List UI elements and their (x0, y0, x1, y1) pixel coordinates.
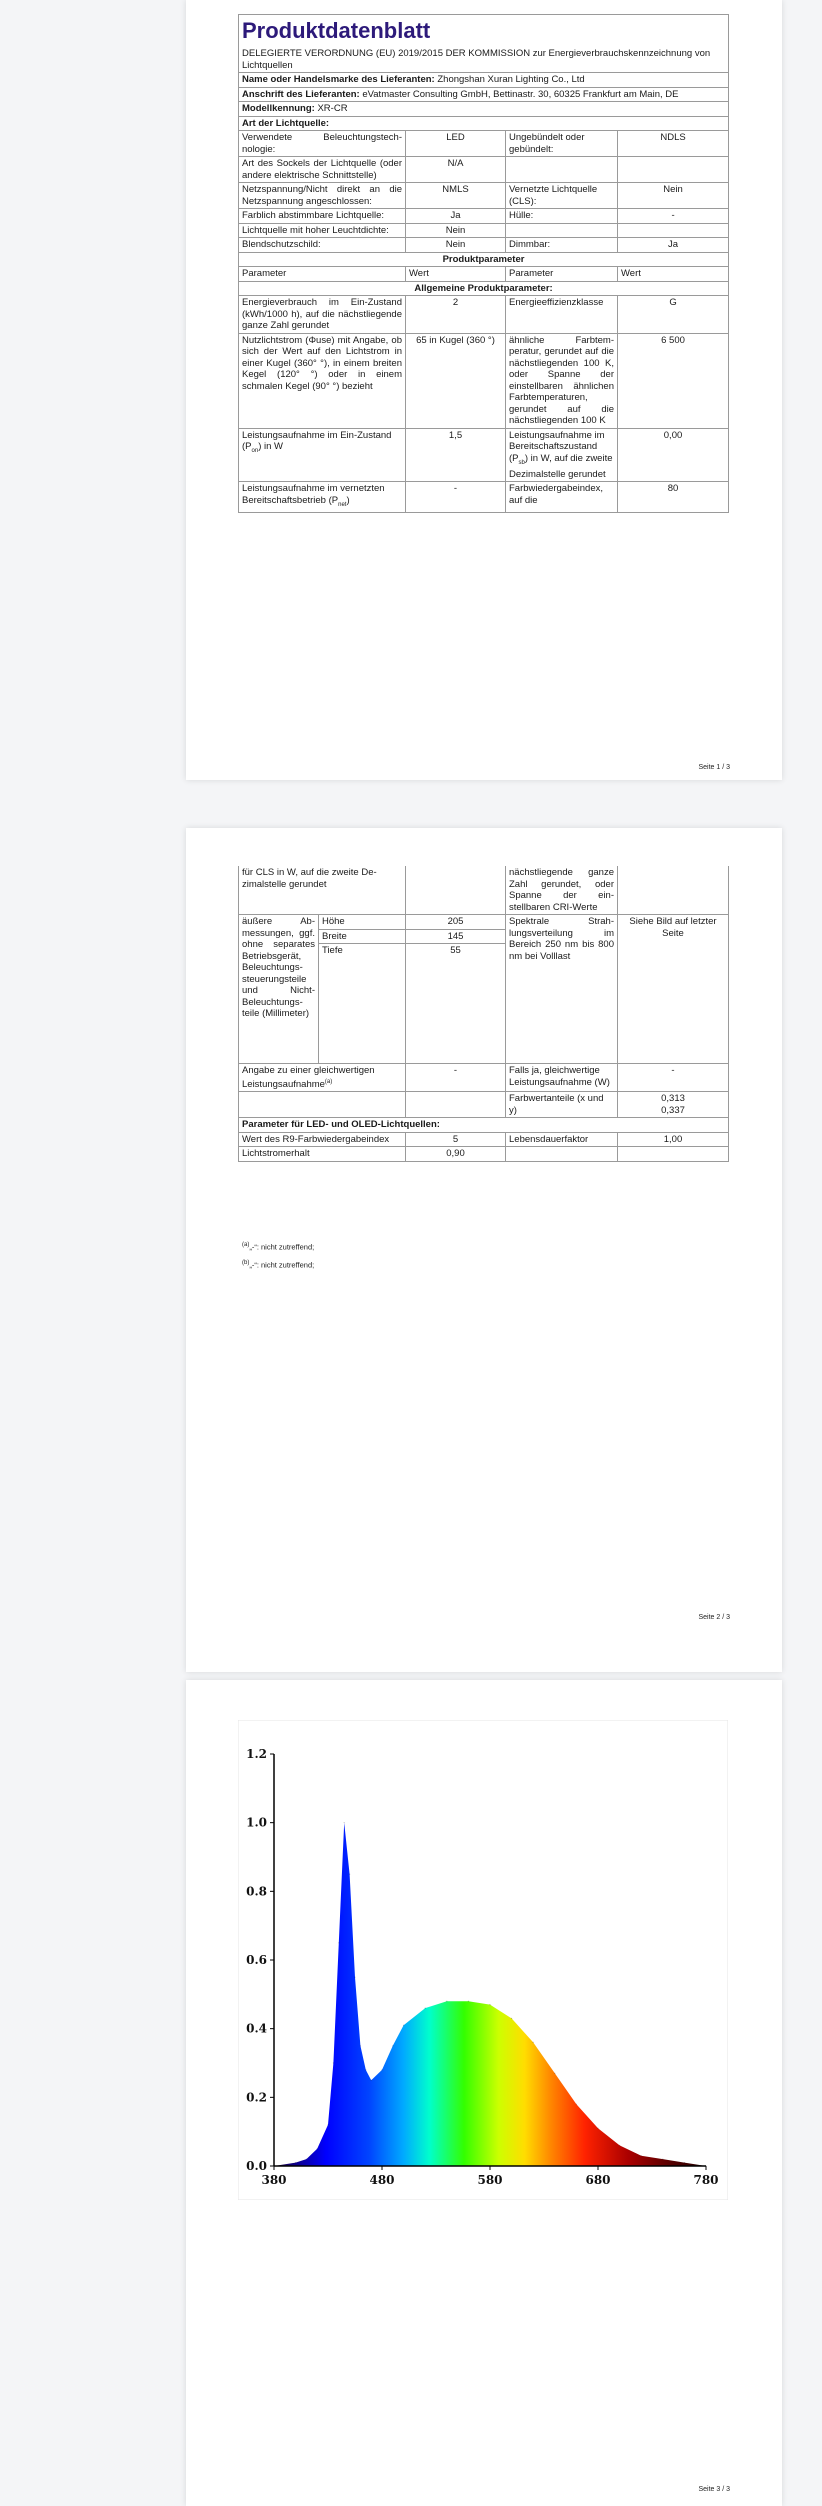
footnote-marker: (a) (324, 1078, 333, 1085)
param-row-r9 (239, 1132, 729, 1147)
spectrum-point (338, 1942, 339, 1943)
type-label: Verwendete Beleuchtungstechnologie: (239, 131, 406, 157)
column-header-value: Wert (406, 267, 506, 282)
param-value: 1,5 (406, 428, 506, 482)
page-1 (186, 0, 782, 780)
param-label-text: Angabe zu einer gleichwertigen Leistungsaufnahme (242, 1065, 375, 1090)
supplier-value: Zhongshan Xuran Lighting Co., Ltd (437, 74, 585, 85)
spectrum-point (381, 2069, 382, 2070)
param-value: - (406, 1064, 506, 1092)
param-label (239, 428, 406, 482)
x-tick-label: 680 (585, 2173, 611, 2187)
param-row-dimensions (239, 915, 729, 930)
param-label-2 (506, 1147, 618, 1162)
param-label: Lichtstromerhalt (239, 1147, 406, 1162)
spectrum-point (597, 2128, 598, 2129)
type-label-2: Hülle: (506, 209, 618, 224)
type-row (239, 157, 729, 183)
type-value: NMLS (406, 183, 506, 209)
page-title: Produktdatenblatt (239, 15, 729, 48)
type-row (239, 183, 729, 209)
footnote-a (242, 1242, 314, 1252)
param-label-subscript: net (338, 501, 347, 508)
dimension-value: 55 (406, 944, 506, 1064)
type-row (239, 223, 729, 238)
param-label-text: Leistungsaufnahme im Bereitschaftszustand (P (509, 429, 605, 464)
param-value (406, 866, 506, 915)
light-source-type-header: Art der Lichtquelle: (239, 116, 729, 131)
param-value: 2 (406, 296, 506, 334)
param-label-2: nächstliegende ganze Zahl gerundet, oder Spanne der einstellbaren CRI-Werte (506, 866, 618, 915)
spectral-label: Spektrale Strahlungsverteilung im Bereich 250 nm bis 800 nm bei Volllast (506, 915, 618, 1064)
param-value-2 (618, 866, 729, 915)
spectral-value: Siehe Bild auf letzter Seite (618, 915, 729, 1064)
y-tick-label: 0.6 (246, 1953, 267, 1967)
type-label-2: Vernetzte Lichtquelle (CLS): (506, 183, 618, 209)
y-tick-label: 0.2 (246, 2090, 267, 2105)
spectrum-point (344, 1822, 345, 1823)
param-value: 0,90 (406, 1147, 506, 1162)
spectrum-point (446, 2001, 447, 2002)
spectrum-point (349, 1874, 350, 1875)
dimension-key: Breite (319, 929, 406, 944)
type-label-2: Ungebündelt oder gebündelt: (506, 131, 618, 157)
spectrum-point (489, 2004, 490, 2005)
type-value-2: Nein (618, 183, 729, 209)
param-label-text: ) (346, 494, 350, 506)
spectrum-point (360, 2045, 361, 2046)
param-label: Nutzlichtstrom (Φuse) mit Angabe, ob sich der Wert auf den Lichtstrom in einer Kugel (360° °), in einem breiten Kegel (120° °) oder in einem schmalen Kegel (90° °) bezieht (239, 333, 406, 428)
led-parameters-header: Parameter für LED- und OLED-Lichtquellen: (239, 1118, 729, 1133)
param-row-network-standby (239, 482, 729, 513)
footnote-marker: (a) (242, 1242, 250, 1248)
spectrum-point (511, 2018, 512, 2019)
column-header-parameter: Parameter (239, 267, 406, 282)
chromaticity-x: 0,313 (661, 1093, 685, 1105)
param-label-2: Falls ja, gleichwertige Leistungsaufnahme (W) (506, 1064, 618, 1092)
spectrum-point (576, 2104, 577, 2105)
param-value-2: 0,00 (618, 428, 729, 482)
spectrum-point (468, 2001, 469, 2002)
type-label: Farblich abstimmbare Lichtquelle: (239, 209, 406, 224)
type-row (239, 131, 729, 157)
page-3 (186, 1680, 782, 2506)
type-label-2 (506, 223, 618, 238)
type-label: Lichtquelle mit hoher Leuchtdichte: (239, 223, 406, 238)
datasheet-table-page-2 (238, 866, 729, 1162)
column-header-value: Wert (618, 267, 729, 282)
supplier-label: Name oder Handelsmarke des Lieferanten: (242, 74, 435, 85)
spectrum-point (306, 2159, 307, 2160)
footnote-text: „-“: nicht zutreffend; (249, 1242, 315, 1252)
spectrum-point (533, 2042, 534, 2043)
spectrum-point (684, 2162, 685, 2163)
datasheet-table-page-1 (238, 14, 729, 513)
param-value-2: 6 500 (618, 333, 729, 428)
spectrum-point (371, 2080, 372, 2081)
param-value-2: 1,00 (618, 1132, 729, 1147)
page-number: Seite 1 / 3 (698, 764, 730, 771)
param-row-power-on (239, 428, 729, 482)
param-value-2: G (618, 296, 729, 334)
model-value: XR-CR (317, 103, 348, 114)
param-label-2: Farbwertanteile (x und y) (506, 1092, 618, 1118)
address-row (239, 87, 729, 102)
spectrum-point (641, 2155, 642, 2156)
param-label-subscript: on (251, 447, 259, 454)
y-tick-label: 0.4 (246, 2021, 267, 2036)
param-value-2 (618, 1147, 729, 1162)
page-number: Seite 3 / 3 (698, 2486, 730, 2493)
spectrum-point (295, 2162, 296, 2163)
spectrum-point (354, 1977, 355, 1978)
param-label-2 (506, 428, 618, 482)
type-value: N/A (406, 157, 506, 183)
param-row-equivalent-power (239, 1064, 729, 1092)
type-value-2: NDLS (618, 131, 729, 157)
regulation-subtitle: DELEGIERTE VERORDNUNG (EU) 2019/2015 DER KOMMISSION zur Energieverbrauchskennzeichnung von Lichtquellen (239, 47, 729, 73)
type-value-2: Ja (618, 238, 729, 253)
dimension-key: Höhe (319, 915, 406, 930)
param-label (239, 482, 406, 513)
x-tick-label: 580 (477, 2173, 503, 2187)
param-label-2: Energieeffizienzklasse (506, 296, 618, 334)
column-header-row (239, 267, 729, 282)
spectrum-point (392, 2045, 393, 2046)
y-tick-label: 0.0 (246, 2159, 267, 2173)
param-label: für CLS in W, auf die zweite Dezimalstelle gerundet (239, 866, 406, 915)
param-label-text: Leistungsaufnahme im Ein-Zustand (P (242, 429, 392, 452)
param-label-2: ähnliche Farbtemperatur, gerundet auf die nächstliegenden 100 K, oder Spanne der einstellbaren ähnlichen Farbtemperaturen, gerundet auf die nächstliegenden 100 K (506, 333, 618, 428)
type-label: Art des Sockels der Lichtquelle (oder andere elektrische Schnittstelle) (239, 157, 406, 183)
type-value-2: - (618, 209, 729, 224)
param-label (239, 1064, 406, 1092)
chromaticity-y: 0,337 (661, 1104, 685, 1116)
y-tick-label: 0.8 (246, 1884, 267, 1899)
product-parameters-header: Produktparameter (239, 252, 729, 267)
spectrum-point (554, 2073, 555, 2074)
x-tick-label: 380 (261, 2173, 287, 2187)
spectrum-point (425, 2007, 426, 2008)
type-row (239, 209, 729, 224)
footnote-b (242, 1260, 314, 1270)
type-label: Blendschutzschild: (239, 238, 406, 253)
type-row (239, 238, 729, 253)
address-label: Anschrift des Lieferanten: (242, 88, 360, 100)
footnote-marker: (b) (242, 1260, 250, 1266)
dimensions-label: äußere Abmessungen, ggf. ohne separates Betriebsgerät, Beleuchtungssteuerungsteile und Nicht-Beleuchtungsteile (Millimeter) (239, 915, 319, 1064)
general-parameters-header: Allgemeine Produktparameter: (239, 281, 729, 296)
type-label-2: Dimmbar: (506, 238, 618, 253)
type-value: LED (406, 131, 506, 157)
dimension-value: 145 (406, 929, 506, 944)
param-label-2: Lebensdauerfaktor (506, 1132, 618, 1147)
type-label-2 (506, 157, 618, 183)
param-row-lumen-maintenance (239, 1147, 729, 1162)
param-label-text: ) in W (258, 441, 283, 452)
footnote-text: „-“: nicht zutreffend; (249, 1260, 315, 1270)
page-2 (186, 828, 782, 1672)
type-value: Ja (406, 209, 506, 224)
param-label-2: Farbwiedergabeindex, auf die (506, 482, 618, 513)
type-value-2 (618, 223, 729, 238)
spectrum-point (365, 2069, 366, 2070)
y-tick-label: 1.0 (246, 1815, 267, 1830)
model-row (239, 102, 729, 117)
column-header-parameter: Parameter (506, 267, 618, 282)
type-value: Nein (406, 238, 506, 253)
param-value: - (406, 482, 506, 513)
param-value: 65 in Kugel (360 °) (406, 333, 506, 428)
spectrum-point (317, 2148, 318, 2149)
x-tick-label: 780 (693, 2173, 719, 2187)
spectrum-point (403, 2025, 404, 2026)
spectrum-point (619, 2145, 620, 2146)
param-value (406, 1092, 506, 1118)
spectrum-point (333, 2062, 334, 2063)
param-label (239, 1092, 406, 1118)
address-value: eVatmaster Consulting GmbH, Bettinastr. 30, 60325 Frankfurt am Main, DE (362, 88, 679, 100)
param-value: 5 (406, 1132, 506, 1147)
type-value: Nein (406, 223, 506, 238)
param-label-subscript: sb (518, 459, 525, 466)
spectral-distribution-chart (238, 1720, 728, 2200)
param-row-flux (239, 333, 729, 428)
type-label: Netzspannung/Nicht direkt an die Netzspannung angeschlossen: (239, 183, 406, 209)
type-value-2 (618, 157, 729, 183)
param-value-2 (618, 1092, 729, 1118)
param-row-chromaticity (239, 1092, 729, 1118)
param-label: Energieverbrauch im Ein-Zustand (kWh/1000 h), auf die nächstliegende ganze Zahl gerundet (239, 296, 406, 334)
page-number: Seite 2 / 3 (698, 1614, 730, 1621)
supplier-row (239, 73, 729, 88)
x-tick-label: 480 (369, 2173, 395, 2187)
spectrum-point (662, 2159, 663, 2160)
param-label-text: Leistungsaufnahme im vernetzten Bereitschaftsbetrieb (P (242, 483, 385, 506)
param-row-network-standby-cont (239, 866, 729, 915)
spectrum-point (327, 2124, 328, 2125)
param-label: Wert des R9-Farbwiedergabeindex (239, 1132, 406, 1147)
param-value-2: - (618, 1064, 729, 1092)
dimension-value: 205 (406, 915, 506, 930)
param-row-energy (239, 296, 729, 334)
param-label-text: ) in W, auf die zweite Dezimalstelle gerundet (509, 452, 613, 480)
param-value-2: 80 (618, 482, 729, 513)
y-tick-label: 1.2 (246, 1747, 267, 1761)
model-label: Modellkennung: (242, 103, 315, 114)
dimension-key: Tiefe (319, 944, 406, 1064)
